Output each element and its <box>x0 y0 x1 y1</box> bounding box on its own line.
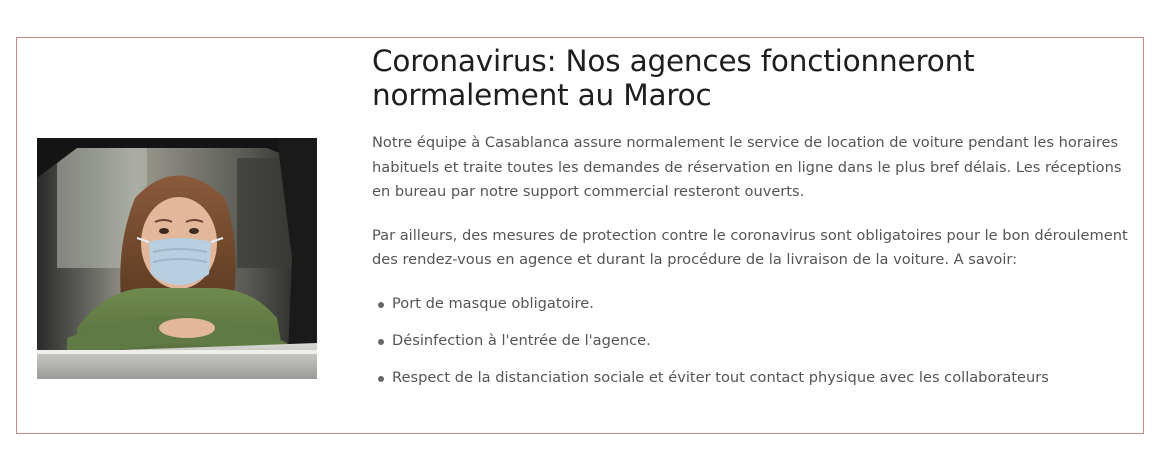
bullet-icon <box>378 339 384 345</box>
woman-in-car-image <box>37 138 317 379</box>
bullet-icon <box>378 302 384 308</box>
article-photo <box>37 138 317 379</box>
list-item <box>372 329 1132 354</box>
article-content <box>372 44 1132 403</box>
bullet-icon <box>378 376 384 382</box>
list-item <box>372 366 1132 391</box>
list-item <box>372 292 1132 317</box>
list-item-label: Désinfection à l'entrée de l'agence. <box>392 331 651 349</box>
article-paragraph-1: Notre équipe à Casablanca assure normalement le service de location de voiture pendant les horaires habituels et traite toutes les demandes de réservation en ligne dans le plus bref délais. Les réceptions en bureau par notre support commercial resteront ouverts. <box>372 134 1122 200</box>
list-item-label: Respect de la distanciation sociale et éviter tout contact physique avec les collaborateurs <box>392 368 1049 386</box>
list-item-label: Port de masque obligatoire. <box>392 294 594 312</box>
article-paragraph-2: Par ailleurs, des mesures de protection contre le coronavirus sont obligatoires pour le bon déroulement des rendez-vous en agence et durant la procédure de la livraison de la voiture. A savoir: <box>372 226 1128 268</box>
article-title: Coronavirus: Nos agences fonctionneront normalement au Maroc <box>372 44 975 112</box>
news-card <box>16 37 1144 434</box>
safety-measures-list <box>372 292 1132 391</box>
